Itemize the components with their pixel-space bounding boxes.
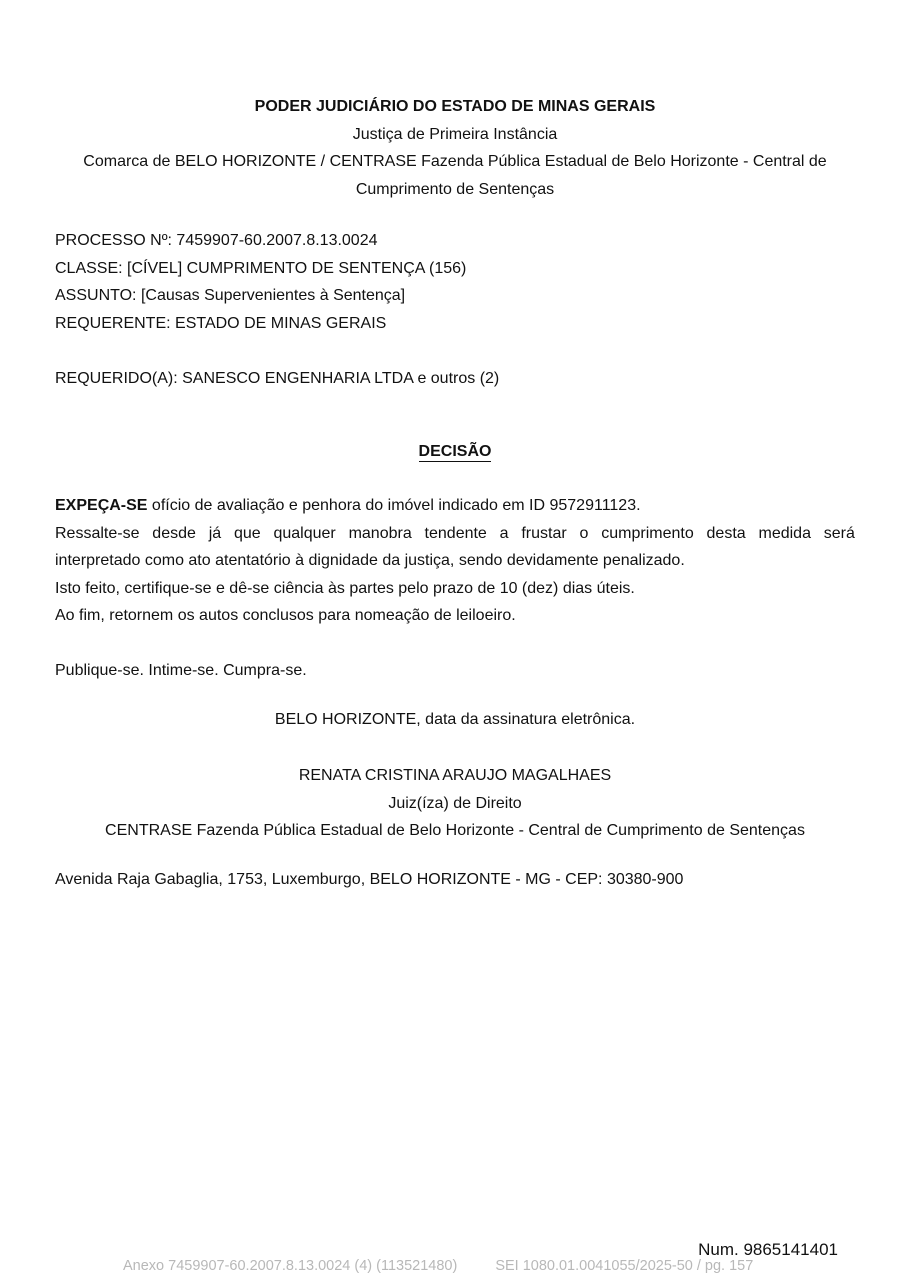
page-footer: [123, 1257, 753, 1275]
decision-title: [0, 441, 910, 463]
decision-paragraph-3: Isto feito, certifique-se e dê-se ciência às partes pelo prazo de 10 (dez) dias úteis.: [55, 579, 635, 597]
case-details: [55, 227, 855, 392]
document-number: Num. 9865141401: [698, 1240, 838, 1259]
decision-paragraph-2-word: medida: [758, 524, 811, 542]
decision-paragraph-2-word: a: [499, 524, 509, 542]
case-class: CLASSE: [CÍVEL] CUMPRIMENTO DE SENTENÇA (156): [55, 259, 467, 277]
decision-paragraph-1-bold: EXPEÇA-SE: [55, 497, 148, 514]
judge-name: RENATA CRISTINA ARAUJO MAGALHAES: [298, 767, 612, 784]
decision-paragraph-2-word: o: [579, 524, 589, 542]
decision-paragraph-2-word: será: [823, 524, 855, 542]
court-district-line2: Cumprimento de Sentenças: [355, 180, 555, 198]
footer-annex: Anexo 7459907-60.2007.8.13.0024 (4) (113521480): [123, 1258, 458, 1274]
decision-paragraph-2-word: desta: [706, 524, 746, 542]
signature-block: [0, 762, 910, 845]
decision-paragraph-2-word: cumprimento: [601, 524, 694, 542]
decision-paragraph-2-line-1: [55, 520, 855, 548]
judge-unit: CENTRASE Fazenda Pública Estadual de Belo Horizonte - Central de Cumprimento de Sentenças: [105, 822, 805, 839]
decision-paragraph-2-word: já: [208, 524, 222, 542]
decision-body: [55, 492, 855, 685]
decision-paragraph-2-word: frustar: [521, 524, 567, 542]
case-plaintiff: REQUERENTE: ESTADO DE MINAS GERAIS: [55, 314, 387, 332]
document-header: [55, 93, 855, 203]
decision-paragraph-2-line-2: interpretado como ato atentatório à dignidade da justiça, sendo devidamente penalizado.: [55, 552, 685, 569]
decision-paragraph-4: Ao fim, retornem os autos conclusos para nomeação de leiloeiro.: [55, 607, 516, 624]
decision-paragraph-2-word: desde: [152, 524, 196, 542]
decision-paragraph-2-word: tendente: [424, 524, 487, 542]
decision-paragraph-2-word: manobra: [348, 524, 412, 542]
decision-title-text: DECISÃO: [418, 443, 492, 460]
decision-paragraph-2-word: Ressalte-se: [55, 524, 140, 542]
court-name: PODER JUDICIÁRIO DO ESTADO DE MINAS GERAIS: [254, 98, 656, 115]
case-defendant: REQUERIDO(A): SANESCO ENGENHARIA LTDA e outros (2): [55, 369, 500, 387]
decision-paragraph-1: [55, 492, 855, 520]
court-instance: Justiça de Primeira Instância: [352, 125, 558, 143]
decision-paragraph-1-text: ofício de avaliação e penhora do imóvel indicado em ID 9572911123.: [147, 497, 641, 514]
judge-role: Juiz(íza) de Direito: [388, 794, 522, 812]
case-subject: ASSUNTO: [Causas Supervenientes à Sentença]: [55, 287, 406, 304]
decision-paragraph-2-word: qualquer: [273, 524, 336, 542]
court-district-line1: Comarca de BELO HORIZONTE / CENTRASE Fazenda Pública Estadual de Belo Horizonte - Central de: [83, 153, 827, 170]
decision-paragraph-2-word: que: [233, 524, 261, 542]
decision-paragraph-5: Publique-se. Intime-se. Cumpra-se.: [55, 662, 307, 679]
place-and-date: BELO HORIZONTE, data da assinatura eletrônica.: [274, 711, 636, 728]
case-number: PROCESSO Nº: 7459907-60.2007.8.13.0024: [55, 232, 378, 249]
footer-sei: SEI 1080.01.0041055/2025-50 / pg. 157: [495, 1258, 754, 1274]
court-address: Avenida Raja Gabaglia, 1753, Luxemburgo, BELO HORIZONTE - MG - CEP: 30380-900: [55, 871, 684, 888]
